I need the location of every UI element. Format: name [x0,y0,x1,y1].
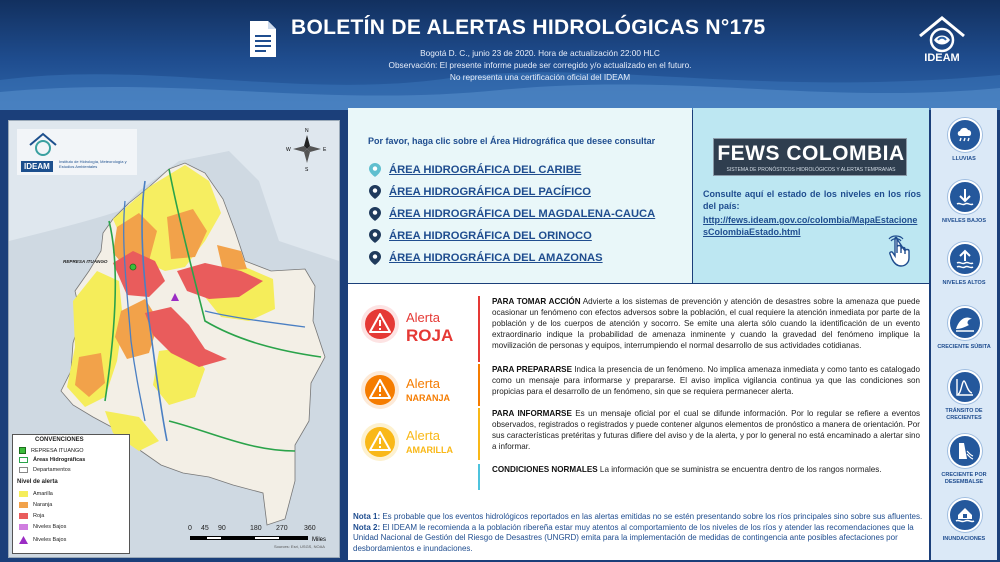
alert-naranja-level: NARANJA [406,393,451,403]
sidebar-item-niveles-bajos[interactable] [931,180,997,242]
alert-roja-body: Advierte a los sistemas de prevención y atención de desastres sobre la amenaza que puede ocasionar un fenómeno con efectos adversos sobre la población, el cual requiere la atención inmediata por parte de la población y de los cuerpos de atención y socorro. Se emite una alerta sólo cuando la identificación de un evento extraordinario indique la probabilidad de amenaza inminente y cuando la gravedad del fenómeno implique la movilización de personas y equipos, interrumpiendo el normal desarrollo de sus actividades cotidianas. [492,297,920,350]
map-ideam-logo [17,129,137,175]
ideam-logo-text: IDEAM [924,52,960,64]
fews-logo-subtitle: SISTEMA DE PRONÓSTICOS HIDROLÓGICOS Y ALERTAS TEMPRANAS [726,167,896,173]
scale-tick: 45 [201,525,209,532]
niveles-bajos-button[interactable] [948,180,982,214]
sidebar-label-niveles-altos: NIVELES ALTOS [942,280,986,286]
alert-naranja-icon [360,370,400,410]
location-pin-icon [369,229,381,243]
alerts-panel [348,284,929,506]
legend-swatch-roja [19,513,28,519]
area-link-caribe[interactable] [369,163,581,177]
location-pin-icon [369,163,381,177]
scale-segment [254,536,280,540]
map-institute-name: Instituto de Hidrología, Meteorología y Estudios Ambientales [59,159,127,169]
transito-crecientes-button[interactable] [948,370,982,404]
event-type-sidebar [931,108,997,560]
sidebar-item-inundaciones[interactable] [931,498,997,560]
sidebar-label-transito-crecientes: TRÁNSITO DE CRECIENTES [945,408,983,421]
location-pin-icon [369,251,381,265]
alert-amarilla-level: AMARILLA [406,445,453,455]
legend-nivel-title: Nivel de alerta [17,479,58,485]
alert-amarilla-body: Es un mensaje oficial por el cual se difunde información. Por lo regular se refiere a eventos observados, registrados o registrados y puede contener algunos elementos de pronóstico a manera de orientación. Por sus características pretéritas y futuras difiere del aviso y de la alerta, y por lo general no está encaminado a alertar sino a informar. [492,409,920,451]
scale-tick: 360 [304,525,316,532]
legend-row-departamentos [19,465,71,474]
alert-amarilla-text [492,408,920,452]
compass-s: S [305,167,309,173]
arrow-down-icon [955,187,975,207]
fews-description: Consulte aquí el estado de los niveles en los ríos del país: [703,189,921,211]
creciente-subita-button[interactable] [948,306,982,340]
niveles-altos-button[interactable] [948,242,982,276]
sidebar-label-inundaciones: INUNDACIONES [942,536,986,542]
legend-label-represa: REPRESA ITUANGO [31,447,84,454]
legend-row-amarilla [19,489,53,498]
alert-normal-text [492,464,920,475]
compass-w: W [286,147,291,153]
legend-label-departamentos: Departamentos [33,466,71,473]
fews-panel [693,108,929,283]
scale-segment [190,536,206,540]
note-2-text: El IDEAM le recomienda a la población ribereña estar muy atentos al comportamiento de los niveles de los ríos y atender las recomendaciones que la Unidad Nacional de Gestión del Riesgo de Desastres (UNGRD) emita para la implementación de medidas de contingencia ante posibles afectaciones por desbordamientos e inundaciones. [353,522,914,553]
alert-roja-word: Alerta [406,310,440,325]
compass-e: E [323,147,327,153]
sidebar-label-lluvias: LLUVIAS [952,156,976,162]
dam-icon [955,441,975,461]
location-pin-icon [369,185,381,199]
rain-cloud-icon [955,125,975,145]
legend-label-niveles-bajos: Niveles Bajos [33,523,67,530]
sidebar-label-niveles-bajos: NIVELES BAJOS [941,218,986,224]
legend-row-areas [19,455,85,464]
alert-naranja-card [360,370,480,418]
legend-swatch-departamentos [19,467,28,473]
note-1-label: Nota 1: [353,512,381,521]
area-link-magdalena-cauca-text[interactable]: ÁREA HIDROGRÁFICA DEL MAGDALENA-CAUCA [389,208,656,220]
arrow-up-waves-icon [955,249,975,269]
area-link-pacifico[interactable] [369,185,591,199]
alert-amarilla-bar [478,408,480,460]
alert-normal-body: La información que se suministra se encuentra dentro de los rangos normales. [597,465,882,474]
legend-swatch-niveles-bajos [19,524,28,530]
legend-swatch-represa [19,447,26,454]
area-link-amazonas[interactable] [369,251,603,265]
alert-roja-icon [360,304,400,344]
ituango-label: REPRESA ITUANGO [63,259,108,264]
alert-naranja-body: Indica la presencia de un fenómeno. No implica amenaza inmediata y como tanto es catalogado como un mensaje para informarse y prepararse. El aviso implica vigilancia continua ya que las condiciones son propicias para el desarrollo de un fenómeno, sin que se requiera permanecer alerta. [492,365,921,396]
bulletin-date: Bogotá D. C., junio 23 de 2020. Hora de actualización 22:00 HLC [420,48,660,58]
bulletin-disclaimer: No representa una certificación oficial del IDEAM [449,72,631,82]
legend-label-naranja: Naranja [33,501,53,508]
alert-naranja-text [492,364,920,397]
alert-amarilla-word: Alerta [406,428,440,443]
triangle-marker-icon [19,536,28,544]
note-1 [353,512,924,523]
map-logo-text: IDEAM [21,161,53,172]
fews-logo-title: FEWS COLOMBIA [717,142,905,165]
note-2-label: Nota 2: [353,522,381,532]
page-title: BOLETÍN DE ALERTAS HIDROLÓGICAS N°175 [291,16,766,39]
legend-row-represa [19,446,84,455]
sidebar-item-lluvias[interactable] [931,118,997,180]
scale-segment [222,536,254,540]
areas-instruction: Por favor, haga clic sobre el Área Hidrográfica que desee consultar [368,136,656,146]
legend-row-roja [19,511,44,520]
scale-tick: 0 [188,525,192,532]
note-1-text: Es probable que los eventos hidrológicos reportados en las alertas emitidas no se estén presentando sobre los ríos principales sino sobre sus afluentes. [380,512,923,521]
scale-units: Miles [312,537,327,543]
alert-naranja-heading: PARA PREPARARSE [492,365,572,374]
map-scale-bar [188,525,328,549]
bulletin-observation: Observación: El presente informe puede ser corregido y/o actualizado en el futuro. [388,60,692,70]
alert-normal-heading: CONDICIONES NORMALES [492,465,598,474]
sidebar-item-creciente-desembalse[interactable] [931,434,997,496]
location-pin-icon [369,207,381,221]
legend-label-areas: Áreas Hidrográficas [33,456,86,463]
note-2 [353,523,924,555]
compass-n: N [305,128,309,134]
ideam-mini-logo-icon [27,131,59,161]
legend-swatch-areas [19,457,28,463]
alert-amarilla-card [360,422,480,470]
alert-roja-heading: PARA TOMAR ACCIÓN [492,297,581,306]
area-link-pacifico-text[interactable]: ÁREA HIDROGRÁFICA DEL PACÍFICO [389,186,591,198]
lluvias-button[interactable] [948,118,982,152]
map-legend [12,434,130,554]
inundaciones-button[interactable] [948,498,982,532]
scale-segment [280,536,308,540]
area-link-amazonas-text[interactable]: ÁREA HIDROGRÁFICA DEL AMAZONAS [389,252,603,264]
sidebar-label-creciente-desembalse: CRECIENTE POR DESEMBALSE [941,472,987,485]
header [0,0,1000,110]
wave-icon [955,313,975,333]
alert-amarilla-icon [360,422,400,462]
sidebar-label-creciente-subita: CRECIENTE SÚBITA [937,344,991,350]
legend-label-niveles-baja: Niveles Bajos [33,536,67,543]
sidebar-item-niveles-altos[interactable] [931,242,997,304]
map-sources: Sources: Esri, USGS, NOAA [274,544,325,549]
legend-swatch-naranja [19,502,28,508]
area-link-orinoco-text[interactable]: ÁREA HIDROGRÁFICA DEL ORINOCO [389,230,592,242]
alert-amarilla-heading: PARA INFORMARSE [492,409,572,418]
fews-link[interactable]: http://fews.ideam.gov.co/colombia/MapaEstacionesColombiaEstado.html [703,215,918,237]
sidebar-item-creciente-subita[interactable] [931,306,997,368]
creciente-desembalse-button[interactable] [948,434,982,468]
notes-section [348,506,929,560]
legend-label-amarilla: Amarilla [33,490,53,497]
alert-roja-card [360,304,480,352]
scale-tick: 90 [218,525,226,532]
hydrograph-icon [955,377,975,397]
sidebar-item-transito-crecientes[interactable] [931,370,997,432]
area-link-orinoco[interactable] [369,229,592,243]
alert-naranja-word: Alerta [406,376,440,391]
legend-row-niveles-baja [19,535,66,544]
alert-normal-bar [478,464,480,490]
pointing-hand-icon[interactable] [888,235,914,267]
ituango-marker [130,264,136,270]
legend-swatch-amarilla [19,491,28,497]
hydrographic-areas-panel [348,108,692,283]
alert-roja-bar [478,296,480,362]
scale-segment [206,536,222,540]
scale-tick: 270 [276,525,288,532]
area-link-magdalena-cauca[interactable] [369,207,655,221]
scale-tick: 180 [250,525,262,532]
fews-logo[interactable] [713,138,907,176]
legend-row-naranja [19,500,52,509]
legend-row-niveles-bajos [19,522,66,531]
legend-title: CONVENCIONES [35,437,84,443]
legend-label-roja: Roja [33,512,45,519]
area-link-caribe-text[interactable]: ÁREA HIDROGRÁFICA DEL CARIBE [389,164,582,176]
alert-roja-text [492,296,920,351]
alert-roja-level: ROJA [406,326,454,345]
flooded-house-icon [955,505,975,525]
alert-naranja-bar [478,364,480,406]
